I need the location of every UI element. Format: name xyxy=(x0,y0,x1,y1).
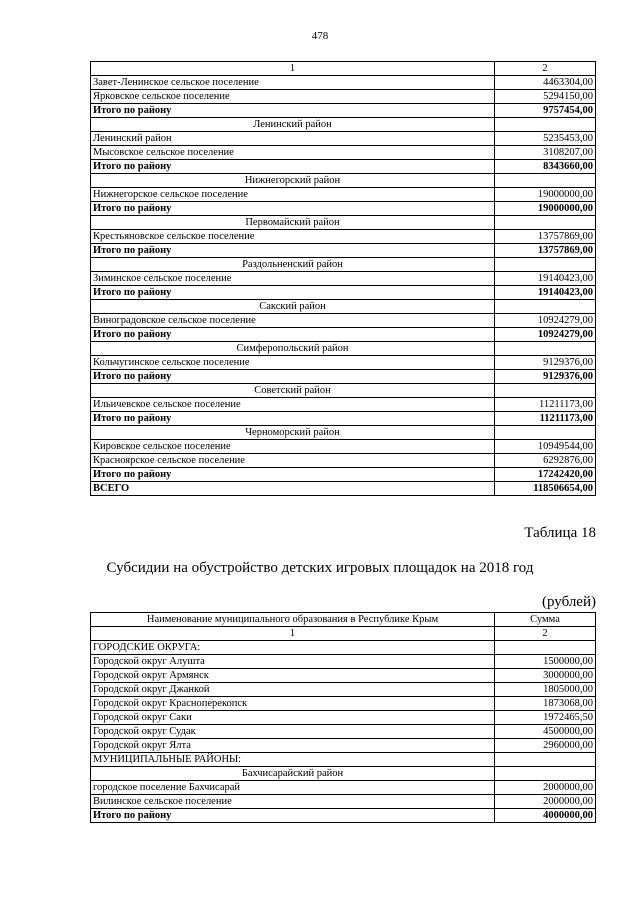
amount-value: 4500000,00 xyxy=(495,725,596,739)
table-row xyxy=(91,314,596,328)
municipality-name: Итого по району xyxy=(91,328,495,342)
amount-value: 10924279,00 xyxy=(495,314,596,328)
municipality-name: Вилинское сельское поселение xyxy=(91,795,495,809)
table-row xyxy=(91,440,596,454)
district-header-row xyxy=(91,118,596,132)
amount-value: 13757869,00 xyxy=(495,244,596,258)
table-row xyxy=(91,711,596,725)
municipality-name: Итого по району xyxy=(91,412,495,426)
table-row xyxy=(91,146,596,160)
municipality-name: Кировское сельское поселение xyxy=(91,440,495,454)
amount-value: 19000000,00 xyxy=(495,188,596,202)
amount-value: 2000000,00 xyxy=(495,781,596,795)
empty-cell xyxy=(495,118,596,132)
amount-value: 11211173,00 xyxy=(495,412,596,426)
total-row xyxy=(91,328,596,342)
amount-value: 9129376,00 xyxy=(495,356,596,370)
empty-cell xyxy=(495,426,596,440)
empty-cell xyxy=(495,767,596,781)
total-row xyxy=(91,809,596,823)
amount-value: 1500000,00 xyxy=(495,655,596,669)
district-name: Нижнегорский район xyxy=(91,174,495,188)
column-header: 1 xyxy=(91,627,495,641)
table-row xyxy=(91,669,596,683)
total-row xyxy=(91,370,596,384)
amount-value: 118506654,00 xyxy=(495,482,596,496)
table-row xyxy=(91,132,596,146)
amount-value: 9757454,00 xyxy=(495,104,596,118)
district-header-row xyxy=(91,342,596,356)
municipality-name: Итого по району xyxy=(91,468,495,482)
municipality-name: Красноярское сельское поселение xyxy=(91,454,495,468)
total-row xyxy=(91,202,596,216)
amount-value: 2960000,00 xyxy=(495,739,596,753)
table-row xyxy=(91,795,596,809)
empty-cell xyxy=(495,753,596,767)
subsidy-table-continued xyxy=(90,61,596,496)
district-name: Черноморский район xyxy=(91,426,495,440)
district-header-row xyxy=(91,767,596,781)
column-header: 1 xyxy=(91,62,495,76)
municipality-name: ВСЕГО xyxy=(91,482,495,496)
amount-value: 3000000,00 xyxy=(495,669,596,683)
municipality-name: Завет-Ленинское сельское поселение xyxy=(91,76,495,90)
column-header: 2 xyxy=(495,627,596,641)
column-header: 2 xyxy=(495,62,596,76)
total-row xyxy=(91,244,596,258)
municipality-name: Итого по району xyxy=(91,286,495,300)
column-number-row xyxy=(91,627,596,641)
municipality-name: Итого по району xyxy=(91,104,495,118)
column-header: Наименование муниципального образования в Республике Крым xyxy=(91,613,495,627)
municipality-name: Городской округ Саки xyxy=(91,711,495,725)
municipality-name: Мысовское сельское поселение xyxy=(91,146,495,160)
table-title: Субсидии на обустройство детских игровых площадок на 2018 год xyxy=(106,560,534,576)
district-name: Советский район xyxy=(91,384,495,398)
amount-value: 13757869,00 xyxy=(495,230,596,244)
municipality-name: Городской округ Ялта xyxy=(91,739,495,753)
group-header-row xyxy=(91,753,596,767)
amount-value: 6292876,00 xyxy=(495,454,596,468)
district-header-row xyxy=(91,258,596,272)
district-name: Симферопольский район xyxy=(91,342,495,356)
municipality-name: Крестьяновское сельское поселение xyxy=(91,230,495,244)
total-row xyxy=(91,160,596,174)
total-row xyxy=(91,286,596,300)
table-row xyxy=(91,725,596,739)
district-name: Ленинский район xyxy=(91,118,495,132)
group-header-row xyxy=(91,641,596,655)
amount-value: 4463304,00 xyxy=(495,76,596,90)
district-header-row xyxy=(91,300,596,314)
total-row xyxy=(91,412,596,426)
amount-value: 11211173,00 xyxy=(495,398,596,412)
district-name: Раздольненский район xyxy=(91,258,495,272)
amount-value: 4000000,00 xyxy=(495,809,596,823)
total-row xyxy=(91,482,596,496)
table-row xyxy=(91,398,596,412)
amount-value: 1805000,00 xyxy=(495,683,596,697)
district-header-row xyxy=(91,426,596,440)
amount-value: 10924279,00 xyxy=(495,328,596,342)
total-row xyxy=(91,468,596,482)
table-row xyxy=(91,230,596,244)
table-row xyxy=(91,739,596,753)
table-row xyxy=(91,697,596,711)
table-row xyxy=(91,90,596,104)
empty-cell xyxy=(495,174,596,188)
column-number-row xyxy=(91,62,596,76)
table-row xyxy=(91,272,596,286)
empty-cell xyxy=(495,258,596,272)
column-header-row xyxy=(91,613,596,627)
municipality-name: Городской округ Судак xyxy=(91,725,495,739)
empty-cell xyxy=(495,300,596,314)
empty-cell xyxy=(495,216,596,230)
municipality-name: Итого по району xyxy=(91,809,495,823)
total-row xyxy=(91,104,596,118)
table-label: Таблица 18 xyxy=(524,525,596,541)
amount-value: 8343660,00 xyxy=(495,160,596,174)
group-name: ГОРОДСКИЕ ОКРУГА: xyxy=(91,641,495,655)
table-row xyxy=(91,356,596,370)
municipality-name: Ленинский район xyxy=(91,132,495,146)
district-header-row xyxy=(91,384,596,398)
amount-value: 19140423,00 xyxy=(495,286,596,300)
municipality-name: Городской округ Армянск xyxy=(91,669,495,683)
page-number: 478 xyxy=(311,30,329,42)
amount-value: 17242420,00 xyxy=(495,468,596,482)
table-row xyxy=(91,781,596,795)
municipality-name: Итого по району xyxy=(91,160,495,174)
district-header-row xyxy=(91,174,596,188)
municipality-name: Нижнегорское сельское поселение xyxy=(91,188,495,202)
district-header-row xyxy=(91,216,596,230)
municipality-name: Итого по району xyxy=(91,244,495,258)
municipality-name: Итого по району xyxy=(91,202,495,216)
group-name: МУНИЦИПАЛЬНЫЕ РАЙОНЫ: xyxy=(91,753,495,767)
empty-cell xyxy=(495,342,596,356)
table-row xyxy=(91,76,596,90)
municipality-name: Итого по району xyxy=(91,370,495,384)
amount-value: 2000000,00 xyxy=(495,795,596,809)
amount-value: 10949544,00 xyxy=(495,440,596,454)
municipality-name: Зиминское сельское поселение xyxy=(91,272,495,286)
empty-cell xyxy=(495,641,596,655)
table-row xyxy=(91,188,596,202)
amount-value: 9129376,00 xyxy=(495,370,596,384)
municipality-name: Ильичевское сельское поселение xyxy=(91,398,495,412)
amount-value: 19000000,00 xyxy=(495,202,596,216)
municipality-name: Виноградовское сельское поселение xyxy=(91,314,495,328)
amount-value: 5294150,00 xyxy=(495,90,596,104)
amount-value: 1873068,00 xyxy=(495,697,596,711)
municipality-name: Городской округ Джанкой xyxy=(91,683,495,697)
municipality-name: Кольчугинское сельское поселение xyxy=(91,356,495,370)
table-row xyxy=(91,454,596,468)
municipality-name: городское поселение Бахчисарай xyxy=(91,781,495,795)
municipality-name: Городской округ Алушта xyxy=(91,655,495,669)
municipality-name: Ярковское сельское поселение xyxy=(91,90,495,104)
column-header: Сумма xyxy=(495,613,596,627)
district-name: Сакский район xyxy=(91,300,495,314)
district-name: Первомайский район xyxy=(91,216,495,230)
playground-subsidy-table xyxy=(90,612,596,823)
empty-cell xyxy=(495,384,596,398)
amount-value: 19140423,00 xyxy=(495,272,596,286)
units-label: (рублей) xyxy=(541,594,596,610)
district-name: Бахчисарайский район xyxy=(91,767,495,781)
amount-value: 1972465,50 xyxy=(495,711,596,725)
table-row xyxy=(91,683,596,697)
amount-value: 3108207,00 xyxy=(495,146,596,160)
municipality-name: Городской округ Красноперекопск xyxy=(91,697,495,711)
table-row xyxy=(91,655,596,669)
amount-value: 5235453,00 xyxy=(495,132,596,146)
